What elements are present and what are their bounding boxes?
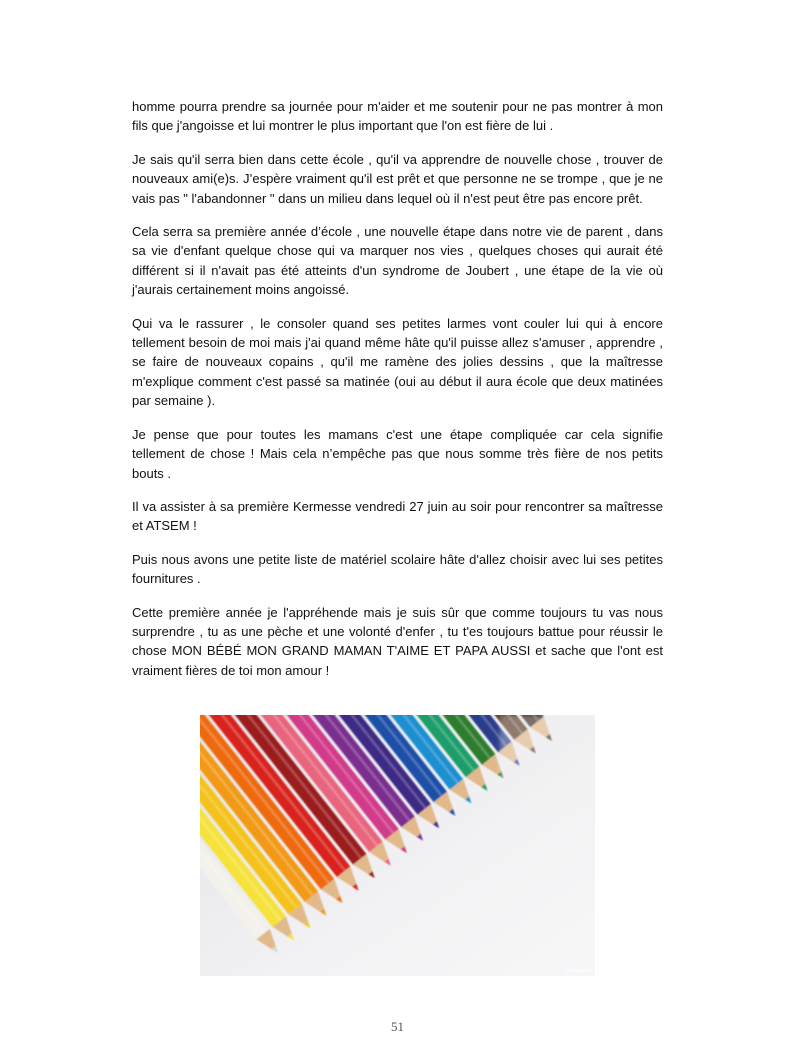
paragraph: Puis nous avons une petite liste de matériel scolaire hâte d'allez choisir avec lui ses petites fournitures . [132, 551, 663, 587]
photo-watermark: Wallpaper [565, 968, 591, 974]
paragraph: Il va assister à sa première Kermesse vendredi 27 juin au soir pour rencontrer sa maîtresse et ATSEM ! [132, 498, 663, 534]
paragraph: homme pourra prendre sa journée pour m'aider et me soutenir pour ne pas montrer à mon fils que j'angoisse et lui montrer le plus important que l'on est fière de lui . [132, 99, 663, 134]
colored-pencils-photo [200, 715, 595, 976]
paragraph: Je sais qu'il serra bien dans cette école , qu'il va apprendre de nouvelle chose , trouver de nouveaux ami(e)s. J’espère vraiment qu'il est prêt et que personne ne se trompe , que je ne vais pas " l'abandonner " dans un milieu dans lequel où il n'est peut être pas encore prêt. [132, 151, 663, 206]
pencils-illustration [200, 715, 595, 976]
paragraph: Cette première année je l'appréhende mais je suis sûr que comme toujours tu vas nous surprendre , tu as une pèche et une volonté d'enfer , tu t'es toujours battue pour réussir le chose MON BÉBÉ MON GRAND MAMAN T'AIME ET PAPA AUSSI et sache que l'ont est vraiment fières de toi mon amour ! [132, 604, 663, 678]
paragraph: Cela serra sa première année d’école , une nouvelle étape dans notre vie de parent , dans sa vie d'enfant quelque chose qui va marquer nos vies , quelques choses qui aurait été différent si il n'avait pas été atteints d'un syndrome de Joubert , une étape de la vie où j'aurais certainement moins angoissé. [132, 224, 663, 298]
paragraph: Je pense que pour toutes les mamans c'est une étape compliquée car cela signifie tellement de chose ! Mais cela n’empêche pas que nous somme très fière de nos petits bouts . [132, 426, 663, 481]
paragraph: Qui va le rassurer , le consoler quand ses petites larmes vont couler lui qui à encore tellement besoin de moi mais j'ai quand même hâte qu'il puisse allez s'amuser , apprendre , se faire de nouveaux copains , qu'il me ramène des jolies dessins , que la maîtresse m'explique comment c'est passé sa matinée (oui au début il aura école que deux matinées par semaine ). [132, 315, 663, 409]
page-number: 51 [391, 1019, 404, 1034]
body-text [132, 97, 663, 694]
depth-fade [500, 715, 595, 805]
